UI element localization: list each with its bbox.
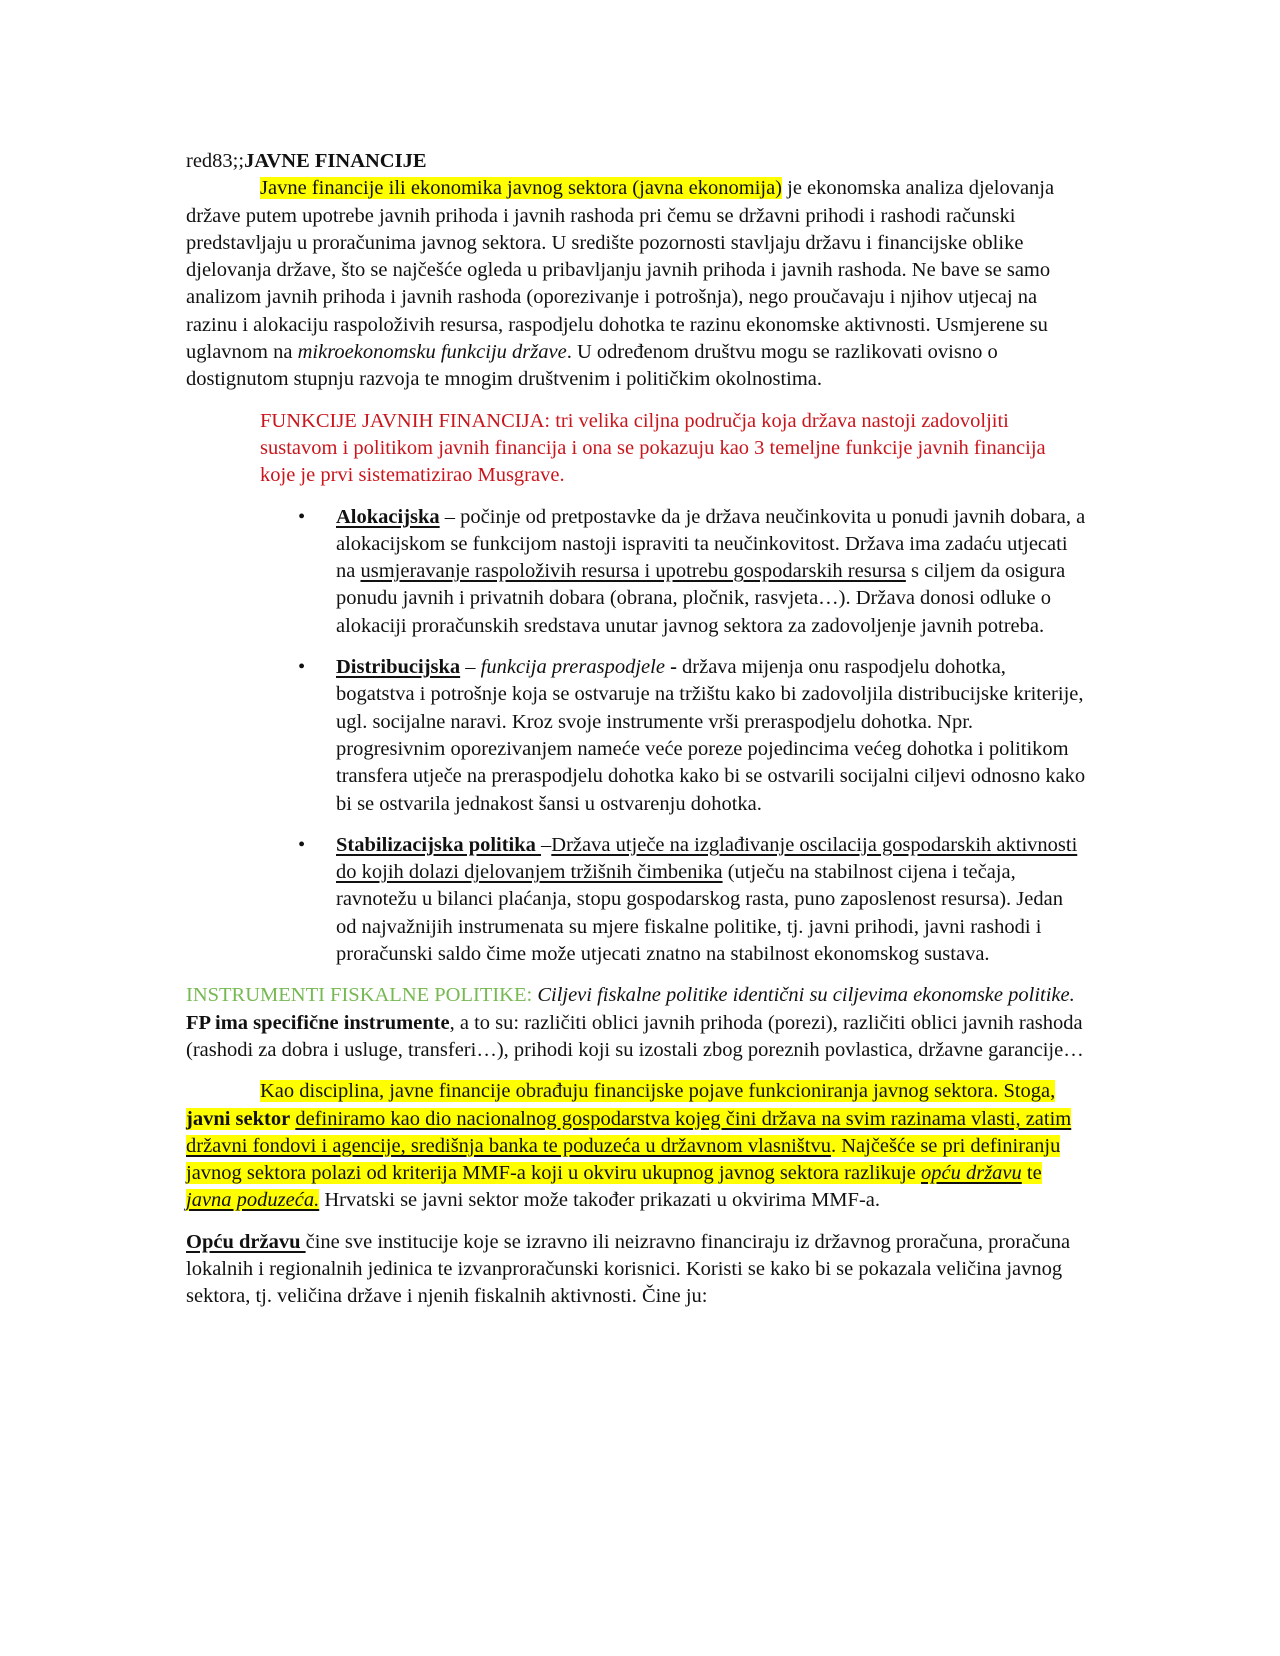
discipline-text-1: Kao disciplina, javne financije obrađuju financijske pojave funkcioniranja javnog sektora. Stoga, xyxy=(260,1080,1056,1103)
distribucijska-dash: – xyxy=(460,656,481,679)
stabilizacijska-term: Stabilizacijska politika xyxy=(336,833,542,856)
discipline-italic-2: javna poduzeća. xyxy=(186,1189,320,1212)
distribucijska-italic: funkcija preraspodjele xyxy=(480,656,665,679)
list-item-stabilizacijska xyxy=(186,832,1086,968)
intro-text-1: je ekonomska analiza djelovanja države putem upotrebe javnih prihoda i javnih rashoda pri čemu se državni prihodi i rashodi računski predstavljaju u proračunima javnog sektora. U središte pozornosti stavljaju državu i financijske oblike djelovanja države, što se najčešće ogleda u pribavljanju javnih prihoda i javnih rashoda. Ne bave se samo analizom javnih prihoda i javnih rashoda (oporezivanje i potrošnja), nego proučavaju i njihov utjecaj na razinu i alokaciju raspoloživih resursa, raspodjelu dohotka te razinu ekonomske aktivnosti. Usmjerene su uglavnom na xyxy=(186,177,1055,364)
instruments-paragraph xyxy=(186,982,1086,1064)
bullet-icon: • xyxy=(298,505,306,528)
discipline-italic-1: opću državu xyxy=(921,1162,1022,1185)
instruments-italic: Ciljevi fiskalne politike identični su ciljevima ekonomske politike. xyxy=(532,984,1075,1007)
stabilizacijska-dash: – xyxy=(541,833,552,856)
distribucijska-bold-dash: - xyxy=(664,656,677,679)
title-heading: JAVNE FINANCIJE xyxy=(244,150,427,172)
discipline-underlined: definiramo kao dio nacionalnog gospodarstva kojeg čini država na svim razinama vlasti, zatim državni fondovi i agencije, središnja banka te poduzeća u državnom vlasništvu xyxy=(186,1107,1072,1157)
list-item-alokacijska xyxy=(186,504,1086,640)
title-prefix: red83;; xyxy=(186,150,245,172)
bullet-icon: • xyxy=(298,833,306,856)
intro-highlight: Javne financije ili ekonomika javnog sektora (javna ekonomija) xyxy=(260,177,783,200)
general-government-term: Opću državu xyxy=(186,1230,306,1253)
functions-heading: FUNKCIJE JAVNIH FINANCIJA: tri velika ciljna područja koja država nastoji zadovoljiti sustavom i politikom javnih financija i ona se pokazuju kao 3 temeljne funkcije javnih financija koje je prvi sistematizirao Musgrave. xyxy=(260,409,1046,487)
document-body xyxy=(186,148,1086,1311)
discipline-text-2: . Najčešće se pri definiranju javnog sektora polazi od kriterija MMF-a koji u okviru ukupnog javnog sektora razlikuje xyxy=(186,1134,1061,1185)
alokacijska-underlined: usmjeravanje raspoloživih resursa i upotrebu gospodarskih resursa xyxy=(360,560,906,583)
discipline-bold: javni sektor xyxy=(186,1107,291,1130)
discipline-text-3: Hrvatski se javni sektor može također prikazati u okvirima MMF-a. xyxy=(319,1189,880,1212)
stabilizacijska-underlined: Država utječe na izglađivanje oscilacija gospodarskih aktivnosti do kojih dolazi djelovanjem tržišnih čimbenika xyxy=(336,833,1078,884)
general-government-text: čine sve institucije koje se izravno ili neizravno financiraju iz državnog proračuna, proračuna lokalnih i regionalnih jedinica te izvanproračunski korisnici. Koristi se kako bi se pokazala veličina javnog sektora, tj. veličina države i njenih fiskalnih aktivnosti. Čine ju: xyxy=(186,1230,1071,1308)
alokacijska-term: Alokacijska xyxy=(336,505,440,528)
general-government-paragraph xyxy=(186,1229,1086,1311)
intro-italic: mikroekonomsku funkciju države xyxy=(297,341,567,364)
discipline-te: te xyxy=(1021,1162,1042,1185)
instruments-bold: FP ima specifične instrumente xyxy=(186,1011,450,1034)
distribucijska-text: država mijenja onu raspodjelu dohotka, bogatstva i potrošnje koja se ostvaruje na tržištu kako bi zadovoljila distribucijske kriterije, ugl. socijalne naravi. Kroz svoje instrumente vrši preraspodjelu dohotka. Npr. progresivnim oporezivanjem nameće veće poreze pojedincima većeg dohotka i politikom transfera utječe na preraspodjelu dohotka kako bi se ostvarili socijalni ciljevi odnosno kako bi se ostvarila jednakost šansi u ostvarenju dohotka. xyxy=(336,656,1086,815)
functions-list xyxy=(186,504,1086,969)
alokacijska-text-1: – počinje od pretpostavke da je država neučinkovita u ponudi javnih dobara, a alokacijskom se funkcijom nastoji ispraviti ta neučinkovitost. Država ima zadaću utjecati na xyxy=(336,505,1086,583)
intro-paragraph xyxy=(186,175,1086,393)
distribucijska-term: Distribucijska xyxy=(336,656,461,679)
document-title xyxy=(186,148,1086,175)
discipline-paragraph xyxy=(186,1078,1086,1214)
list-item-distribucijska xyxy=(186,654,1086,818)
instruments-text: , a to su: različiti oblici javnih prihoda (porezi), različiti oblici javnih rashoda (rashodi za dobra i usluge, transferi…), prihodi koji su izostali zbog poreznih povlastica, državne garancije… xyxy=(186,1011,1084,1061)
instruments-heading: INSTRUMENTI FISKALNE POLITIKE: xyxy=(186,984,533,1007)
stabilizacijska-text: (utječu na stabilnost cijena i tečaja, ravnotežu u bilanci plaćanja, stopu gospodarskog rasta, puno zaposlenost resursa). Jedan od najvažnijih instrumenata su mjere fiskalne politike, tj. javni prihodi, javni rashodi i proračunski saldo čime može utjecati znatno na stabilnost ekonomskog sustava. xyxy=(336,861,1063,966)
bullet-icon: • xyxy=(298,656,306,679)
intro-text-2: . U određenom društvu mogu se razlikovati ovisno o dostignutom stupnju razvoja te mnogim društvenim i političkim okolnostima. xyxy=(186,341,998,391)
alokacijska-text-2: s ciljem da osigura ponudu javnih i privatnih dobara (obrana, pločnik, rasvjeta…). Država donosi odluke o alokaciji proračunskih sredstava unutar javnog sektora za zadovoljenje javnih potreba. xyxy=(336,560,1066,637)
